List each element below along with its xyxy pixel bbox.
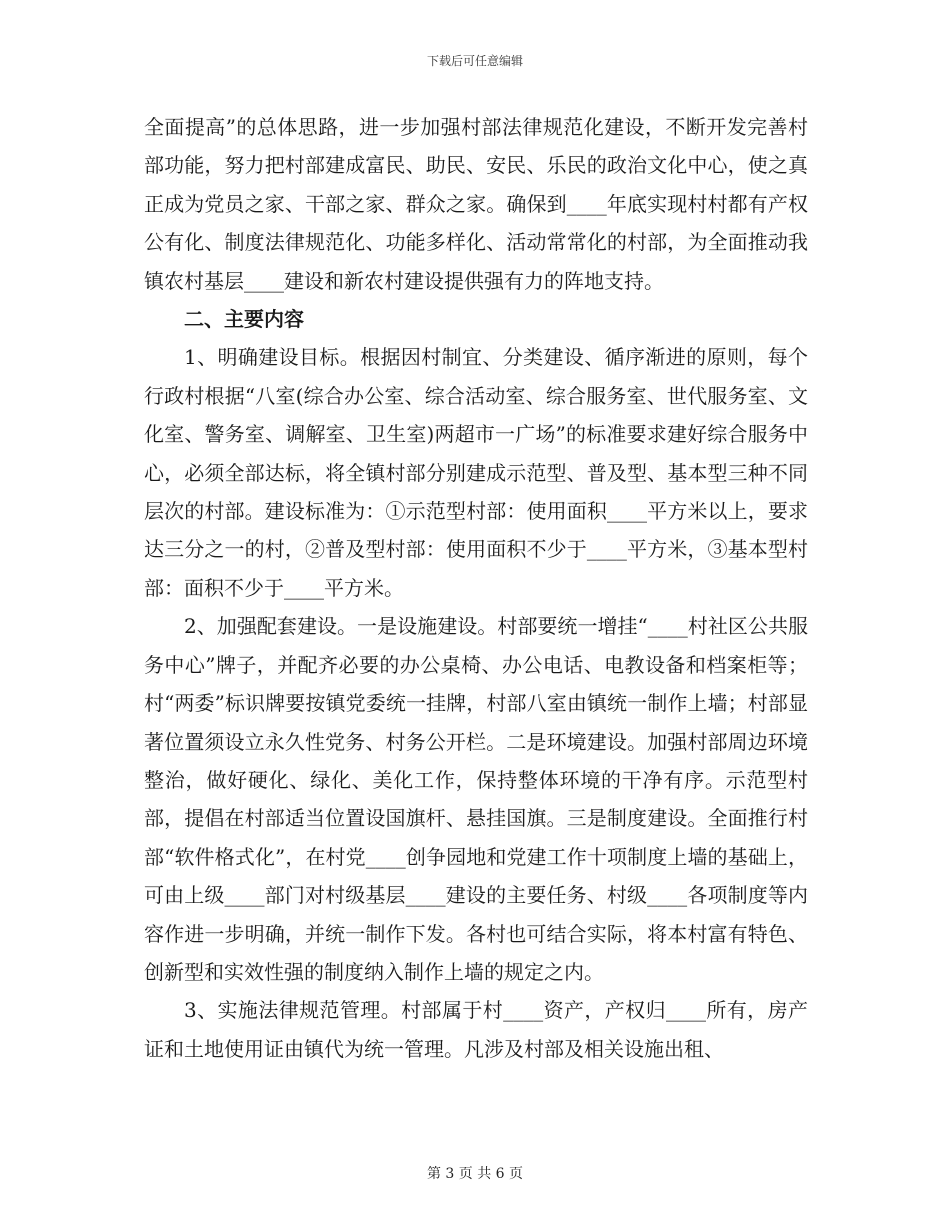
document-body <box>144 108 808 1068</box>
page-footer: 第 3 页 共 6 页 <box>426 1166 524 1182</box>
paragraph-legal-management: 3、实施法律规范管理。村部属于村____资产，产权归____所有，房产证和土地使用证由镇代为统一管理。凡涉及村部及相关设施出租、 <box>144 998 808 1061</box>
paragraph-overall-approach: 全面提高”的总体思路，进一步加强村部法律规范化建设，不断开发完善村部功能，努力把村部建成富民、助民、安民、乐民的政治文化中心，使之真正成为党员之家、干部之家、群众之家。确保到____年底实现村村都有产权公有化、制度法律规范化、功能多样化、活动常常化的村部，为全面推动我镇农村基层____建设和新农村建设提供强有力的阵地支持。 <box>144 115 808 293</box>
paragraph-construction-goals: 1、明确建设目标。根据因村制宜、分类建设、循序渐进的原则，每个行政村根据“八室(综合办公室、综合活动室、综合服务室、世代服务室、文化室、警务室、调解室、卫生室)两超市一广场”的标准要求建好综合服务中心，必须全部达标，将全镇村部分别建成示范型、普及型、基本型三种不同层次的村部。建设标准为：①示范型村部：使用面积____平方米以上，要求达三分之一的村，②普及型村部：使用面积不少于____平方米，③基本型村部：面积不少于____平方米。 <box>144 345 808 600</box>
page-header: 下载后可任意编辑 <box>426 54 523 68</box>
paragraph-supporting-construction: 2、加强配套建设。一是设施建设。村部要统一增挂“____村社区公共服务中心”牌子，并配齐必要的办公桌椅、办公电话、电教设备和档案柜等；村“两委”标识牌要按镇党委统一挂牌，村部八室由镇统一制作上墙；村部显著位置须设立永久性党务、村务公开栏。二是环境建设。加强村部周边环境整治，做好硬化、绿化、美化工作，保持整体环境的干净有序。示范型村部，提倡在村部适当位置设国旗杆、悬挂国旗。三是制度建设。全面推行村部“软件格式化”，在村党____创争园地和党建工作十项制度上墙的基础上，可由上级____部门对村级基层____建设的主要任务、村级____各项制度等内容作进一步明确，并统一制作下发。各村也可结合实际，将本村富有特色、创新型和实效性强的制度纳入制作上墙的规定之内。 <box>144 614 808 984</box>
section-heading-main-content: 二、主要内容 <box>184 307 304 332</box>
